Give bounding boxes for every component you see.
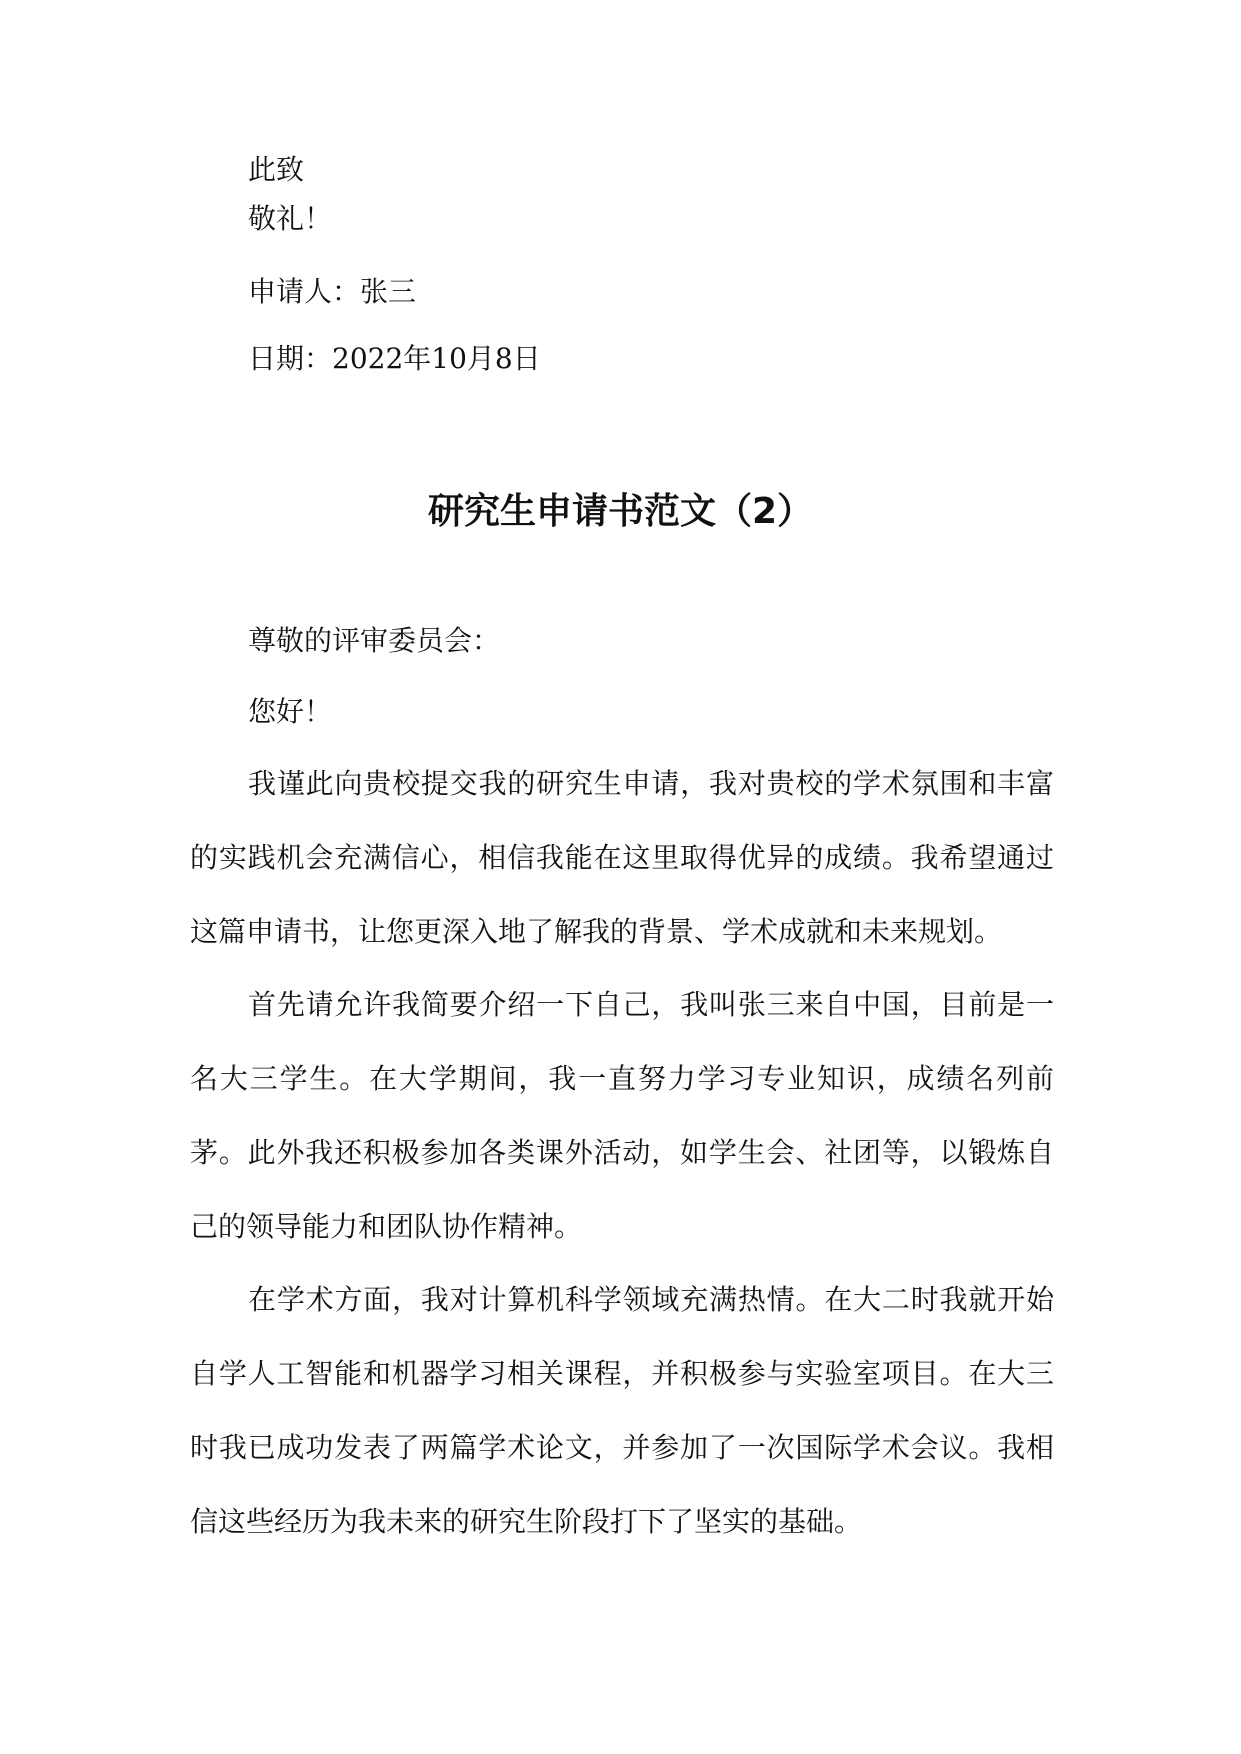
paragraph-background: 首先请允许我简要介绍一下自己，我叫张三来自中国，目前是一名大三学生。在大学期间，我一直努力学习专业知识，成绩名列前茅。此外我还积极参加各类课外活动，如学生会、社团等，以锻炼自己的领导能力和团队协作精神。: [190, 988, 1054, 1243]
page-title: 研究生申请书范文（2）: [427, 491, 814, 532]
closing-salutation-2: 敬礼！: [248, 202, 333, 235]
applicant-line: 申请人：张三: [248, 275, 417, 308]
paragraph-academic: 在学术方面，我对计算机科学领域充满热情。在大二时我就开始自学人工智能和机器学习相关课程，并积极参与实验室项目。在大三时我已成功发表了两篇学术论文，并参加了一次国际学术会议。我相信这些经历为我未来的研究生阶段打下了坚实的基础。: [190, 1283, 1054, 1538]
closing-salutation-1: 此致: [248, 153, 305, 186]
addressee-line: 尊敬的评审委员会：: [248, 624, 501, 657]
hello-line: 您好！: [248, 695, 333, 728]
date-line: 日期：2022年10月8日: [248, 342, 541, 375]
paragraph-intro: 我谨此向贵校提交我的研究生申请，我对贵校的学术氛围和丰富的实践机会充满信心，相信我能在这里取得优异的成绩。我希望通过这篇申请书，让您更深入地了解我的背景、学术成就和未来规划。: [190, 767, 1054, 948]
